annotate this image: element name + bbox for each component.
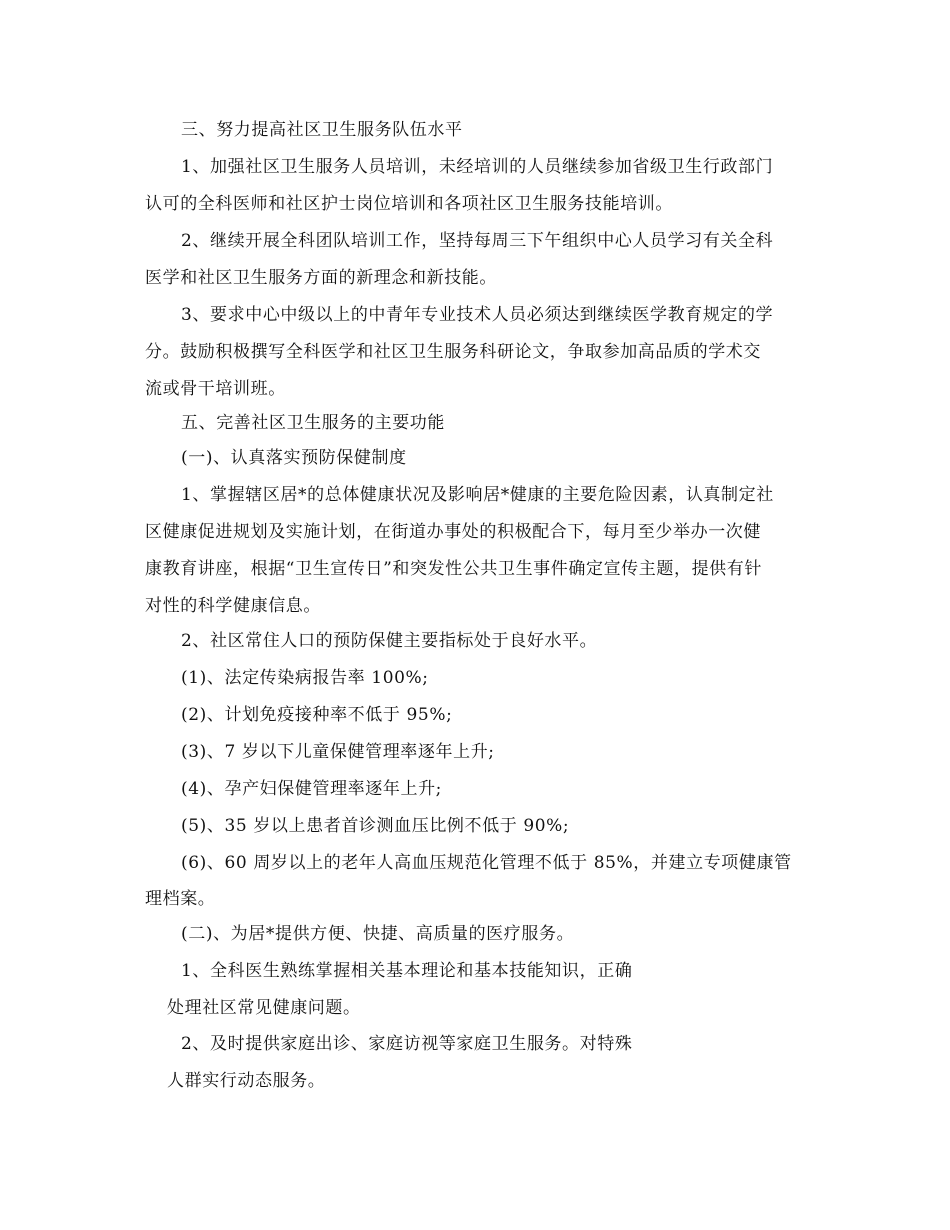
document-page: 三、努力提高社区卫生服务队伍水平 1、加强社区卫生服务人员培训，未经培训的人员继续参加省级卫生行政部门 认可的全科医师和社区护士岗位培训和各项社区卫生服务技能培训。 2、继续开展全科团队培训工作，坚持每周三下午组织中心人员学习有关全科 医学和社区卫生服务方面的新理念和新技能。 3、要求中心中级以上的中青年专业技术人员必须达到继续医学教育规定的学 分。鼓励积极撰写全科医学和社区卫生服务科研论文，争取参加高品质的学术交 流或骨干培训班。 五、完善社区卫生服务的主要功能 (一)、认真落实预防保健制度 1、掌握辖区居*的总体健康状况及影响居*健康的主要危险因素，认真制定社 区健康促进规划及实施计划，在街道办事处的积极配合下，每月至少举办一次健 康教育讲座，根据“卫生宣传日”和突发性公共卫生事件确定宣传主题，提供有针 对性的科学健康信息。 2、社区常住人口的预防保健主要指标处于良好水平。 (1)、法定传染病报告率 100%; (2)、计划免疫接种率不低于 95%; (3)、7 岁以下儿童保健管理率逐年上升; (4)、孕产妇保健管理率逐年上升; (5)、35 岁以上患者首诊测血压比例不低于 90%; (6)、60 周岁以上的老年人高血压规范化管理不低于 85%，并建立专项健康管 理档案。 (二)、为居*提供方便、快捷、高质量的医疗服务。 1、全科医生熟练掌握相关基本理论和基本技能知识，正确 处理社区常见健康问题。 2、及时提供家庭出诊、家庭访视等家庭卫生服务。对特殊 人群实行动态服务。	[145, 120, 792, 1091]
